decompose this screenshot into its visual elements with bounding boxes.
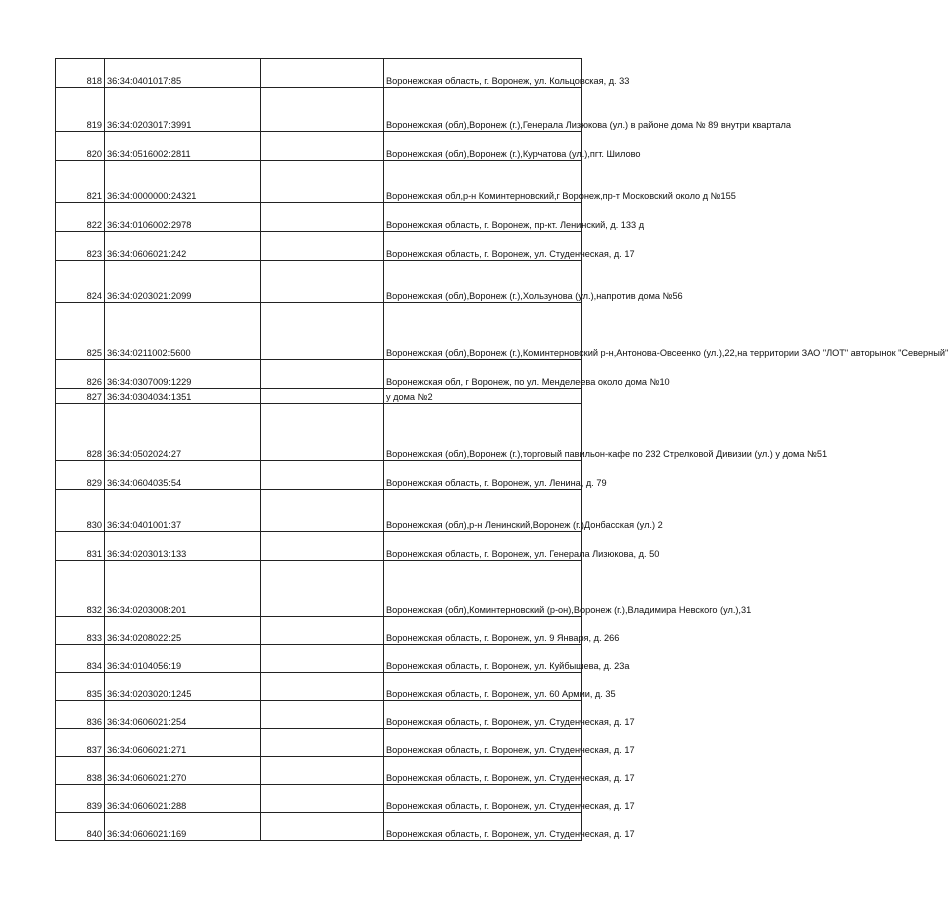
table-row (56, 645, 582, 673)
cadastral-number: 36:34:0606021:169 (105, 813, 261, 841)
row-number: 839 (56, 785, 105, 813)
address-cell: Воронежская область, г. Воронеж, ул. Кольцовская, д. 33 (384, 59, 582, 88)
table-row (56, 490, 582, 532)
address-cell: Воронежская (обл),Воронеж (г.),Генерала Лизюкова (ул.) в районе дома № 89 внутри квартала (384, 88, 582, 132)
address-cell: Воронежская область, г. Воронеж, ул. 60 Армии, д. 35 (384, 673, 582, 701)
cadastral-number: 36:34:0516002:2811 (105, 132, 261, 161)
empty-cell (261, 673, 384, 701)
address-cell: Воронежская область, г. Воронеж, пр-кт. Ленинский, д. 133 д (384, 203, 582, 232)
cadastral-number: 36:34:0606021:270 (105, 757, 261, 785)
registry-table (55, 58, 948, 841)
cadastral-number: 36:34:0606021:254 (105, 701, 261, 729)
table-row (56, 673, 582, 701)
table-row (56, 532, 582, 561)
cadastral-number: 36:34:0203020:1245 (105, 673, 261, 701)
table-row (56, 757, 582, 785)
row-number: 820 (56, 132, 105, 161)
empty-cell (261, 404, 384, 461)
table-row (56, 813, 582, 841)
address-cell: Воронежская (обл),р-н Ленинский,Воронеж (г.)Донбасская (ул.) 2 (384, 490, 582, 532)
table-row (56, 360, 582, 389)
empty-cell (261, 203, 384, 232)
table-row (56, 785, 582, 813)
empty-cell (261, 729, 384, 757)
table-row (56, 203, 582, 232)
table-row (56, 561, 582, 617)
table-row (56, 59, 582, 88)
address-cell: Воронежская обл, г Воронеж, по ул. Менделеева около дома №10 (384, 360, 582, 389)
empty-cell (261, 303, 384, 360)
cadastral-number: 36:34:0401001:37 (105, 490, 261, 532)
row-number: 827 (56, 389, 105, 404)
address-cell: Воронежская область, г. Воронеж, ул. Куйбышева, д. 23а (384, 645, 582, 673)
empty-cell (261, 532, 384, 561)
empty-cell (261, 161, 384, 203)
row-number: 822 (56, 203, 105, 232)
address-cell: Воронежская (обл),Коминтерновский (р-он),Воронеж (г.),Владимира Невского (ул.),31 (384, 561, 582, 617)
row-number: 825 (56, 303, 105, 360)
row-number: 831 (56, 532, 105, 561)
row-number: 832 (56, 561, 105, 617)
registry-table-body (56, 59, 948, 841)
table-row (56, 404, 582, 461)
address-cell: Воронежская область, г. Воронеж, ул. Ленина, д. 79 (384, 461, 582, 490)
address-cell: Воронежская область, г. Воронеж, ул. Студенческая, д. 17 (384, 729, 582, 757)
address-cell: Воронежская область, г. Воронеж, ул. Студенческая, д. 17 (384, 232, 582, 261)
empty-cell (261, 261, 384, 303)
row-number: 829 (56, 461, 105, 490)
empty-cell (261, 561, 384, 617)
cadastral-number: 36:34:0606021:288 (105, 785, 261, 813)
row-number: 830 (56, 490, 105, 532)
address-cell: Воронежская (обл),Воронеж (г.),Коминтерновский р-н,Антонова-Овсеенко (ул.),22,на территории ЗАО "ЛОТ" авторынок "Северный" (384, 303, 582, 360)
cadastral-number: 36:34:0106002:2978 (105, 203, 261, 232)
table-row (56, 88, 582, 132)
row-number: 818 (56, 59, 105, 88)
cadastral-number: 36:34:0401017:85 (105, 59, 261, 88)
empty-cell (261, 360, 384, 389)
cadastral-number: 36:34:0307009:1229 (105, 360, 261, 389)
row-number: 837 (56, 729, 105, 757)
row-number: 840 (56, 813, 105, 841)
table-row (56, 729, 582, 757)
row-number: 833 (56, 617, 105, 645)
empty-cell (261, 645, 384, 673)
row-number: 836 (56, 701, 105, 729)
cadastral-number: 36:34:0203013:133 (105, 532, 261, 561)
cadastral-number: 36:34:0208022:25 (105, 617, 261, 645)
row-number: 819 (56, 88, 105, 132)
address-cell: Воронежская (обл),Воронеж (г.),Хользунова (ул.),напротив дома №56 (384, 261, 582, 303)
address-cell: Воронежская область, г. Воронеж, ул. Студенческая, д. 17 (384, 785, 582, 813)
table-row (56, 232, 582, 261)
cadastral-number: 36:34:0604035:54 (105, 461, 261, 490)
table-row (56, 261, 582, 303)
cadastral-number: 36:34:0606021:271 (105, 729, 261, 757)
cadastral-number: 36:34:0211002:5600 (105, 303, 261, 360)
row-number: 826 (56, 360, 105, 389)
cadastral-number: 36:34:0203008:201 (105, 561, 261, 617)
table-row (56, 389, 582, 404)
address-cell: Воронежская область, г. Воронеж, ул. Студенческая, д. 17 (384, 813, 582, 841)
row-number: 821 (56, 161, 105, 203)
empty-cell (261, 389, 384, 404)
row-number: 828 (56, 404, 105, 461)
cadastral-number: 36:34:0606021:242 (105, 232, 261, 261)
row-number: 823 (56, 232, 105, 261)
address-cell: Воронежская область, г. Воронеж, ул. Генерала Лизюкова, д. 50 (384, 532, 582, 561)
empty-cell (261, 461, 384, 490)
table-row (56, 303, 582, 360)
table-row (56, 161, 582, 203)
empty-cell (261, 757, 384, 785)
cadastral-number: 36:34:0104056:19 (105, 645, 261, 673)
address-cell: у дома №2 (384, 389, 582, 404)
cadastral-number: 36:34:0502024:27 (105, 404, 261, 461)
table-row (56, 461, 582, 490)
row-number: 838 (56, 757, 105, 785)
address-cell: Воронежская область, г. Воронеж, ул. Студенческая, д. 17 (384, 757, 582, 785)
empty-cell (261, 132, 384, 161)
address-cell: Воронежская (обл),Воронеж (г.),торговый павильон-кафе по 232 Стрелковой Дивизии (ул.) у дома №51 (384, 404, 582, 461)
row-number: 824 (56, 261, 105, 303)
address-cell: Воронежская (обл),Воронеж (г.),Курчатова (ул.),пгт. Шилово (384, 132, 582, 161)
empty-cell (261, 88, 384, 132)
row-number: 834 (56, 645, 105, 673)
address-cell: Воронежская обл,р-н Коминтерновский,г Воронеж,пр-т Московский около д №155 (384, 161, 582, 203)
cadastral-number: 36:34:0203021:2099 (105, 261, 261, 303)
table-row (56, 132, 582, 161)
cadastral-number: 36:34:0304034:1351 (105, 389, 261, 404)
cadastral-number: 36:34:0000000:24321 (105, 161, 261, 203)
empty-cell (261, 813, 384, 841)
cadastral-number: 36:34:0203017:3991 (105, 88, 261, 132)
empty-cell (261, 785, 384, 813)
address-cell: Воронежская область, г. Воронеж, ул. Студенческая, д. 17 (384, 701, 582, 729)
table-row (56, 701, 582, 729)
table-row (56, 617, 582, 645)
empty-cell (261, 490, 384, 532)
empty-cell (261, 701, 384, 729)
empty-cell (261, 617, 384, 645)
empty-cell (261, 59, 384, 88)
row-number: 835 (56, 673, 105, 701)
address-cell: Воронежская область, г. Воронеж, ул. 9 Января, д. 266 (384, 617, 582, 645)
empty-cell (261, 232, 384, 261)
